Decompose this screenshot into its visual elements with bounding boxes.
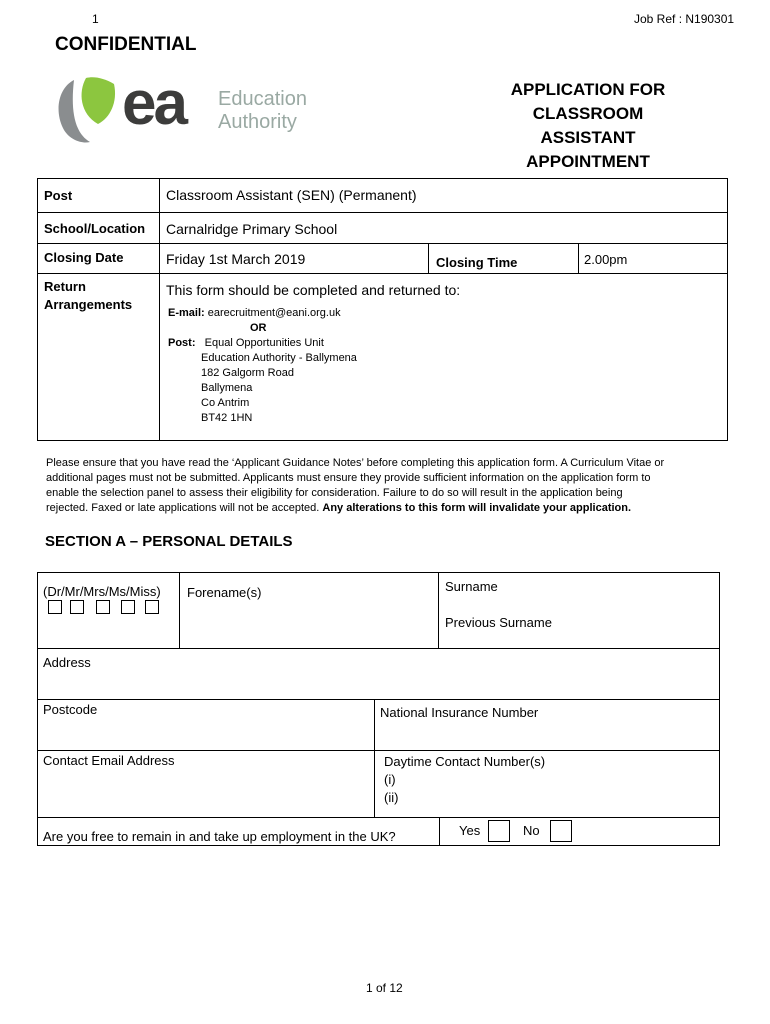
daytime-contact-label: Daytime Contact Number(s) bbox=[384, 754, 546, 769]
title-line-2: CLASSROOM bbox=[532, 104, 644, 123]
address-line-2: Education Authority - Ballymena bbox=[201, 352, 357, 364]
no-label: No bbox=[523, 823, 540, 838]
title-mr-checkbox[interactable] bbox=[70, 600, 84, 614]
closing-date-label: Closing Date bbox=[44, 250, 124, 265]
surname-field[interactable]: Surname bbox=[445, 579, 498, 594]
uk-eligibility-question: Are you free to remain in and take up employment in the UK? bbox=[43, 829, 396, 844]
confidential-label: CONFIDENTIAL bbox=[55, 34, 197, 55]
title-dr-checkbox[interactable] bbox=[48, 600, 62, 614]
section-a-heading: SECTION A – PERSONAL DETAILS bbox=[45, 533, 293, 550]
title-line-4: APPOINTMENT bbox=[526, 152, 650, 171]
address-line-1: Equal Opportunities Unit bbox=[204, 337, 324, 349]
page-marker: 1 bbox=[92, 12, 99, 26]
job-info-table bbox=[37, 178, 728, 441]
postal-address-label: Post: bbox=[168, 337, 196, 349]
notice-warning: Any alterations to this form will invalidate your application. bbox=[322, 502, 632, 514]
logo-line-1: Education bbox=[218, 88, 307, 110]
title-options-label: (Dr/Mr/Mrs/Ms/Miss) bbox=[43, 584, 161, 599]
title-line-1: APPLICATION FOR bbox=[510, 80, 666, 99]
post-value: Classroom Assistant (SEN) (Permanent) bbox=[166, 187, 417, 203]
notice-line-3: enable the selection panel to assess their eligibility for consideration. Failure to do so will result in the application being bbox=[46, 487, 623, 499]
closing-date-value: Friday 1st March 2019 bbox=[166, 251, 306, 267]
leaf-icon bbox=[52, 74, 132, 146]
title-ms-checkbox[interactable] bbox=[121, 600, 135, 614]
post-label: Post bbox=[44, 188, 73, 203]
email-address-value[interactable]: earecruitment@eani.org.uk bbox=[207, 307, 341, 319]
job-reference: Job Ref : N190301 bbox=[634, 12, 735, 26]
return-label-line-1: Return bbox=[44, 279, 86, 294]
address-line-4: Ballymena bbox=[201, 382, 253, 394]
title-miss-checkbox[interactable] bbox=[145, 600, 159, 614]
logo-line-2: Authority bbox=[218, 111, 297, 133]
logo-mark: ea bbox=[122, 69, 185, 138]
daytime-contact-field[interactable] bbox=[384, 753, 545, 807]
address-line-6: BT42 1HN bbox=[201, 412, 253, 424]
guidance-notice bbox=[46, 456, 736, 516]
email-address-label: E-mail: bbox=[168, 307, 205, 319]
personal-details-table bbox=[37, 572, 720, 846]
address-line-3: 182 Galgorm Road bbox=[201, 367, 294, 379]
daytime-contact-i: (i) bbox=[384, 772, 396, 787]
form-title bbox=[448, 78, 728, 174]
school-label: School/Location bbox=[44, 221, 146, 236]
page-number: 1 of 12 bbox=[366, 981, 403, 995]
return-label-line-2: Arrangements bbox=[44, 297, 133, 312]
address-line-5: Co Antrim bbox=[201, 397, 250, 409]
ni-number-field[interactable]: National Insurance Number bbox=[380, 705, 539, 720]
uk-yes-checkbox[interactable] bbox=[488, 820, 510, 842]
notice-line-1: Please ensure that you have read the ‘Applicant Guidance Notes’ before completing this application form. A Curriculum Vitae or bbox=[46, 457, 665, 469]
previous-surname-field[interactable]: Previous Surname bbox=[445, 615, 552, 630]
return-address-block bbox=[168, 306, 357, 426]
contact-email-field[interactable]: Contact Email Address bbox=[43, 753, 175, 768]
title-mrs-checkbox[interactable] bbox=[96, 600, 110, 614]
return-intro: This form should be completed and returned to: bbox=[166, 282, 461, 298]
notice-line-4: rejected. Faxed or late applications will not be accepted. bbox=[46, 502, 320, 514]
yes-label: Yes bbox=[459, 823, 481, 838]
or-separator: OR bbox=[250, 322, 267, 334]
notice-line-2: additional pages must not be submitted. Applicants must ensure they provide sufficient information on the application form to bbox=[46, 472, 651, 484]
forename-field[interactable]: Forename(s) bbox=[187, 585, 262, 600]
daytime-contact-ii: (ii) bbox=[384, 790, 399, 805]
postcode-field[interactable]: Postcode bbox=[43, 702, 98, 717]
uk-no-checkbox[interactable] bbox=[550, 820, 572, 842]
title-line-3: ASSISTANT bbox=[540, 128, 636, 147]
return-arrangements-label bbox=[44, 278, 132, 314]
closing-time-value: 2.00pm bbox=[584, 252, 628, 267]
address-field[interactable]: Address bbox=[43, 655, 91, 670]
closing-time-label: Closing Time bbox=[436, 255, 518, 270]
education-authority-logo bbox=[52, 69, 322, 146]
school-value: Carnalridge Primary School bbox=[166, 221, 338, 237]
